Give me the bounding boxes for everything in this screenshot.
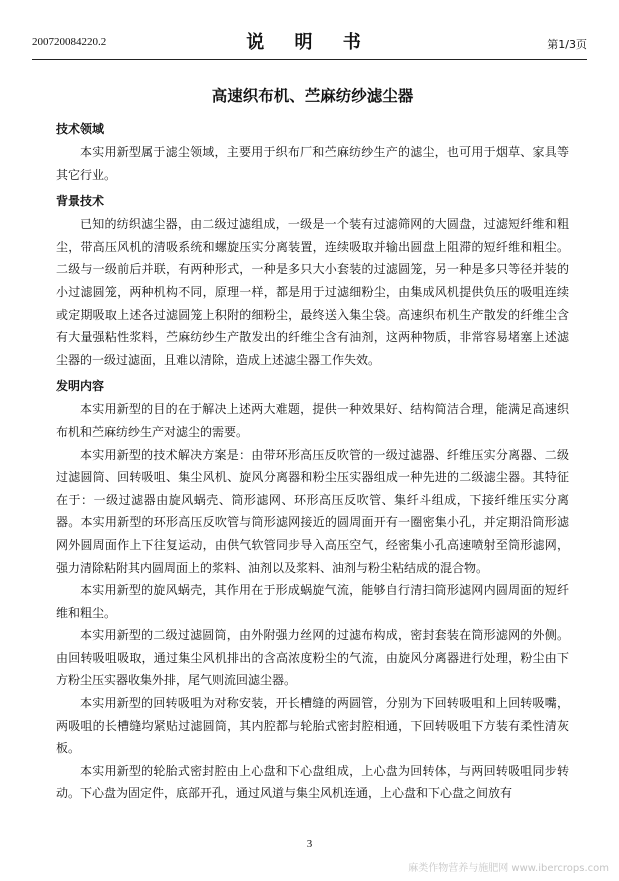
header-rule — [32, 59, 587, 60]
watermark: 麻类作物营养与施肥网 www.ibercrops.com — [408, 863, 609, 874]
paragraph: 本实用新型的目的在于解决上述两大难题，提供一种效果好、结构简洁合理，能满足高速织布机和苎麻纺纱生产对滤尘的需要。 — [56, 402, 569, 439]
section-heading-background: 背景技术 — [56, 194, 105, 209]
header-title: 说 明 书 — [246, 32, 373, 53]
paragraph: 本实用新型的旋风蜗壳，其作用在于形成蜗旋气流，能够自行清扫筒形滤网内圆周面的短纤维和粗尘。 — [56, 583, 569, 620]
section-heading-invention: 发明内容 — [56, 379, 105, 394]
patent-number: 200720084220.2 — [32, 36, 107, 48]
page-header — [32, 24, 587, 54]
section-heading-tech-field: 技术领域 — [56, 122, 105, 136]
page-number: 3 — [306, 838, 313, 850]
document-body — [56, 72, 569, 805]
paragraph: 已知的纺织滤尘器，由二级过滤组成，一级是一个装有过滤筛网的大圆盘，过滤短纤维和粗尘，带高压风机的清吸系统和螺旋压实分离装置，连续吸取并输出圆盘上阻滞的短纤维和粗尘。二级与一级前后并联，有两种形式，一种是多只大小套装的过滤圆笼，另一种是多只等径并装的小过滤圆笼，两种机构不同，原理一样，都是用于过滤细粉尘，由集成风机提供负压的吸咀连续或定期吸取上述各过滤圆笼上积附的细粉尘，最终送入集尘袋。高速织布机生产散发的纤维尘含有大量强粘性浆料，苎麻纺纱生产散发出的纤维尘含有油剂，这两种物质，非常容易堵塞上述滤尘器的一级过滤面，且难以清除，造成上述滤尘器工作失效。 — [56, 217, 569, 367]
page-indicator: 第1/3页 — [547, 38, 587, 51]
paragraph: 本实用新型的二级过滤圆筒，由外附强力丝网的过滤布构成，密封套装在筒形滤网的外侧。由回转吸咀吸取，通过集尘风机排出的含高浓度粉尘的气流，由旋风分离器进行处理，粉尘由下方粉尘压实器收集外排，尾气则流回滤尘器。 — [56, 628, 569, 688]
paragraph: 本实用新型的技术解决方案是：由带环形高压反吹管的一级过滤器、纤维压实分离器、二级过滤圆筒、回转吸咀、集尘风机、旋风分离器和粉尘压实器组成一种先进的二级滤尘器。其特征在于：一级过滤器由旋风蜗壳、筒形滤网、环形高压反吹管、集纤斗组成，下接纤维压实分离器。本实用新型的环形高压反吹管与筒形滤网接近的圆周面开有一圈密集小孔，并定期沿筒形滤网外圆周面作上下往复运动，由供气软管同步导入高压空气，经密集小孔高速喷射至筒形滤网，强力清除粘附其内圆周面上的浆料、油剂以及浆料、油剂与粉尘粘结成的混合物。 — [56, 447, 569, 575]
paragraph: 本实用新型的轮胎式密封腔由上心盘和下心盘组成，上心盘为回转体，与两回转吸咀同步转动。下心盘为固定件，底部开孔，通过风道与集尘风机连通，上心盘和下心盘之间放有 — [56, 763, 569, 801]
document-title: 高速织布机、苎麻纺纱滤尘器 — [211, 87, 414, 105]
paragraph: 本实用新型属于滤尘领域，主要用于织布厂和苎麻纺纱生产的滤尘，也可用于烟草、家具等其它行业。 — [56, 145, 569, 182]
paragraph: 本实用新型的回转吸咀为对称安装，开长槽缝的两圆管，分别为下回转吸咀和上回转吸嘴，两吸咀的长槽缝均紧贴过滤圆筒，其内腔都与轮胎式密封腔相通，下回转吸咀下方装有柔性清灰板。 — [56, 696, 569, 756]
